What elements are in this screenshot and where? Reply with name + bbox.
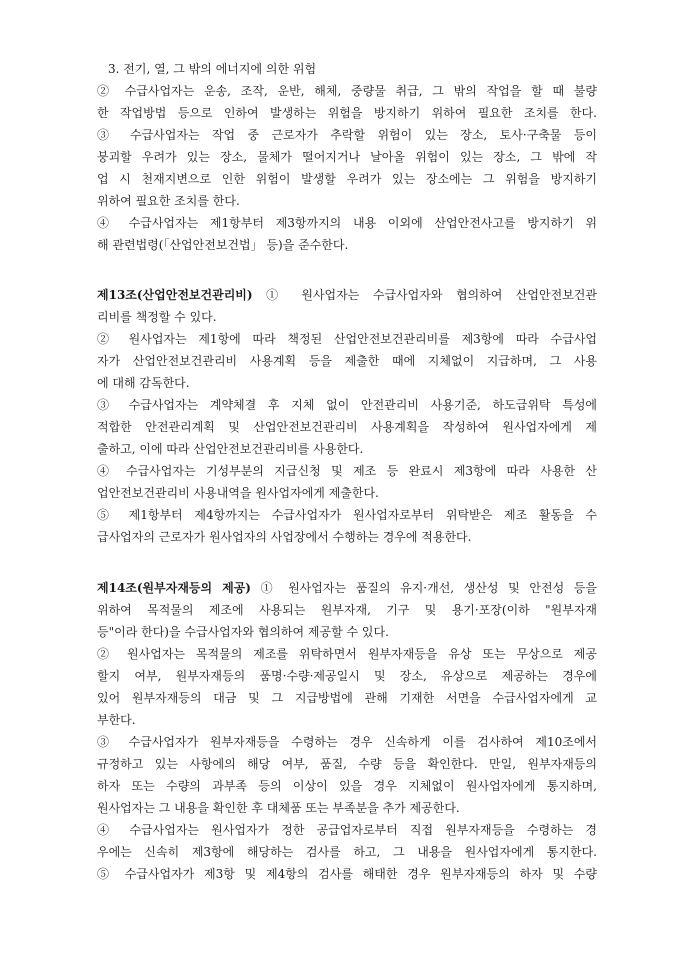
- paragraph-line: 위하여 목적물의 제조에 사용되는 원부자재, 기구 및 용기·포장(이하 "원부자재: [97, 603, 597, 617]
- article-14-first-line: [97, 577, 597, 599]
- paragraph-line: 위하여 필요한 조치를 한다.: [97, 194, 240, 208]
- paragraph-line: ② 원사업자는 제1항에 따라 책정된 산업안전보건관리비를 제3항에 따라 수급사업: [97, 332, 597, 346]
- paragraph-line: 붕괴할 우려가 있는 장소, 물체가 떨어지거나 날아올 위험이 있는 장소, 그 밖에 작: [97, 150, 597, 164]
- paragraph-line: ② 수급사업자는 운송, 조작, 운반, 해체, 중량물 취급, 그 밖의 작업을 할 때 불량: [97, 84, 597, 98]
- paragraph-line: 출하고, 이에 따라 산업안전보건관리비를 사용한다.: [97, 442, 364, 456]
- paragraph-line: 리비를 책정할 수 있다.: [97, 310, 217, 324]
- paragraph-line: 급사업자의 근로자가 원사업자의 사업장에서 수행하는 경우에 적용한다.: [97, 530, 472, 544]
- article-14-heading: 제14조(원부자재등의 제공): [97, 581, 251, 595]
- paragraph-line: 원사업자는 그 내용을 확인한 후 대체품 또는 부족분을 추가 제공한다.: [97, 801, 460, 815]
- paragraph-line: 하자 또는 수량의 과부족 등의 이상이 있을 경우 지체없이 원사업자에게 통지하며,: [97, 779, 597, 793]
- paragraph-line: 업 시 천재지변으로 인한 위험이 발생할 우려가 있는 장소에는 그 위험을 방지하기: [97, 172, 597, 186]
- article-14-text: ① 원사업자는 품질의 유지·개선, 생산성 및 안전성 등을: [250, 581, 597, 595]
- list-item-3: 3. 전기, 열, 그 밖의 에너지에 의한 위험: [108, 62, 317, 76]
- paragraph-line: 할지 여부, 원부자재등의 품명·수량·제공일시 및 장소, 유상으로 제공하는 경우에: [97, 669, 597, 683]
- paragraph-line: ④ 수급사업자는 원사업자가 정한 공급업자로부터 직접 원부자재등을 수령하는 경: [97, 823, 597, 837]
- paragraph-line: ⑤ 제1항부터 제4항까지는 수급사업자가 원사업자로부터 위탁받은 제조 활동을 수: [97, 508, 597, 522]
- paragraph-line: 에 대해 감독한다.: [97, 376, 190, 390]
- paragraph-line: 해 관련법령(「산업안전보건법」 등)을 준수한다.: [97, 238, 349, 252]
- paragraph-line: 규정하고 있는 사항에의 해당 여부, 품질, 수량 등을 확인한다. 만일, 원부자재등의: [97, 757, 597, 771]
- paragraph-line: ③ 수급사업자는 계약체결 후 지체 없이 안전관리비 사용기준, 하도급위탁 특성에: [97, 398, 597, 412]
- paragraph-line: 등"이라 한다)을 수급사업자와 협의하여 제공할 수 있다.: [97, 625, 389, 639]
- article-13-first-line: [97, 284, 597, 306]
- paragraph-line: 적합한 안전관리계획 및 산업안전보건관리비 사용계획을 작성하여 원사업자에게 제: [97, 420, 597, 434]
- paragraph-line: 한 작업방법 등으로 인하여 발생하는 위험을 방지하기 위하여 필요한 조치를 한다.: [97, 106, 597, 120]
- paragraph-line: 있어 원부자재등의 대금 및 그 지급방법에 관해 기재한 서면을 수급사업자에게 교: [97, 691, 597, 705]
- paragraph-line: ③ 수급사업자가 원부자재등을 수령하는 경우 신속하게 이를 검사하여 제10조에서: [97, 735, 597, 749]
- paragraph-line: ⑤ 수급사업자가 제3항 및 제4항의 검사를 해태한 경우 원부자재등의 하자 및 수량: [97, 867, 597, 881]
- paragraph-line: ④ 수급사업자는 기성부분의 지급신청 및 제조 등 완료시 제3항에 따라 사용한 산: [97, 464, 597, 478]
- article-13-heading: 제13조(산업안전보건관리비): [97, 288, 253, 302]
- paragraph-line: ② 원사업자는 목적물의 제조를 위탁하면서 원부자재등을 유상 또는 무상으로 제공: [97, 647, 597, 661]
- paragraph-line: 부한다.: [97, 713, 136, 727]
- paragraph-line: ③ 수급사업자는 작업 중 근로자가 추락할 위험이 있는 장소, 토사·구축물 등이: [97, 128, 597, 142]
- paragraph-line: 업안전보건관리비 사용내역을 원사업자에게 제출한다.: [97, 486, 379, 500]
- paragraph-line: ④ 수급사업자는 제1항부터 제3항까지의 내용 이외에 산업안전사고를 방지하기 위: [97, 216, 597, 230]
- paragraph-line: 자가 산업안전보건관리비 사용계획 등을 제출한 때에 지체없이 지급하며, 그 사용: [97, 354, 597, 368]
- paragraph-line: 우에는 신속히 제3항에 해당하는 검사를 하고, 그 내용을 원사업자에게 통지한다.: [97, 845, 597, 859]
- article-13-text: ① 원사업자는 수급사업자와 협의하여 산업안전보건관: [252, 288, 597, 302]
